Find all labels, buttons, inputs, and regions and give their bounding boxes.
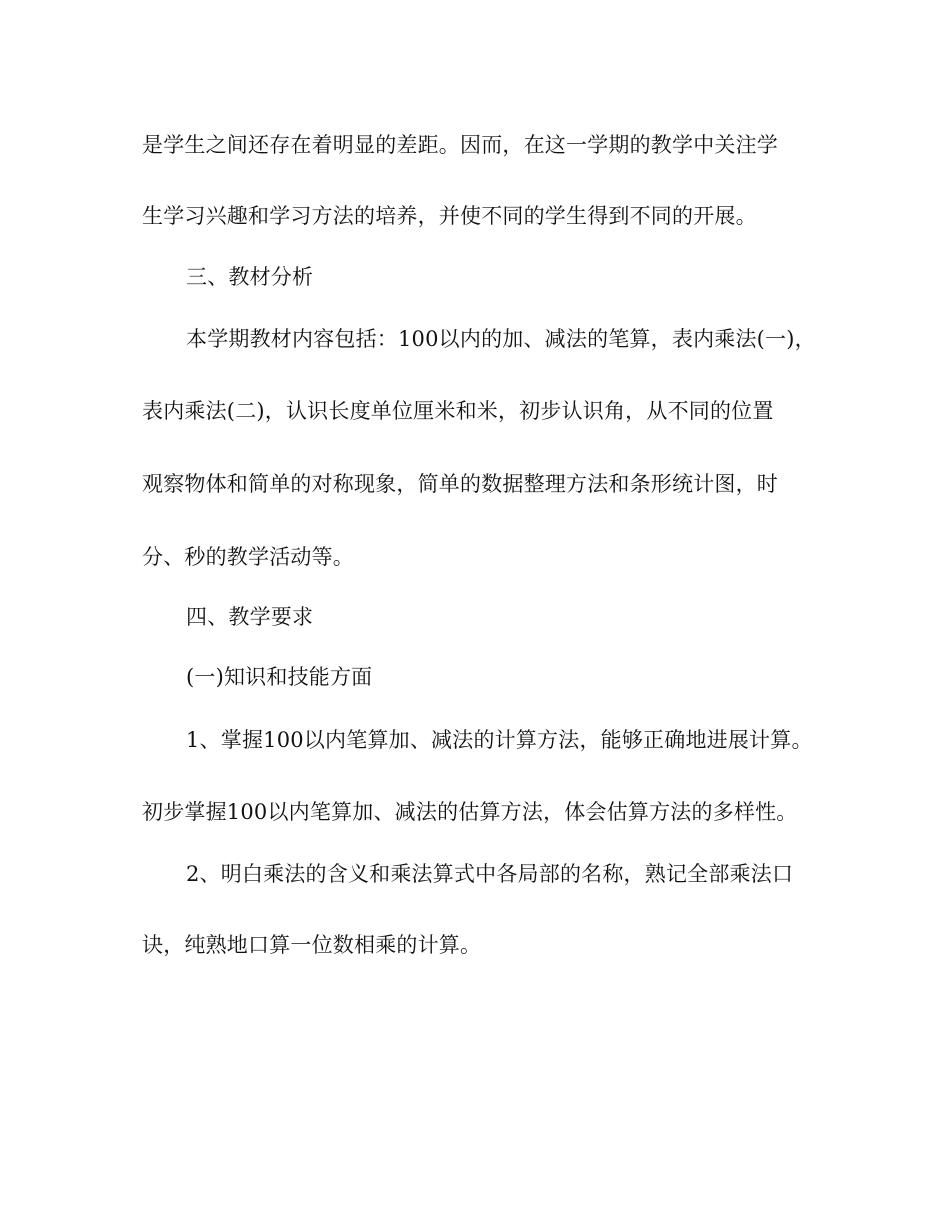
paragraph-line-5: 观察物体和简单的对称现象，简单的数据整理方法和条形统计图，时 (142, 472, 778, 496)
paragraph-line-3: 本学期教材内容包括：100以内的加、减法的笔算，表内乘法(一)， (186, 327, 816, 351)
section-heading-teaching-requirements: 四、教学要求 (186, 605, 314, 629)
list-item-2-line-1: 2、明白乘法的含义和乘法算式中各局部的名称，熟记全部乘法口 (186, 862, 794, 886)
paragraph-line-4: 表内乘法(二)，认识长度单位厘米和米，初步认识角，从不同的位置 (142, 399, 774, 423)
paragraph-line-1: 是学生之间还存在着明显的差距。因而，在这一学期的教学中关注学 (142, 133, 778, 157)
list-item-1-line-1: 1、掌握100以内笔算加、减法的计算方法，能够正确地进展计算。 (186, 728, 813, 752)
subsection-heading-knowledge-skills: (一)知识和技能方面 (186, 665, 373, 689)
paragraph-line-2: 生学习兴趣和学习方法的培养，并使不同的学生得到不同的开展。 (142, 204, 757, 228)
section-heading-textbook-analysis: 三、教材分析 (186, 265, 314, 289)
list-item-1-line-2: 初步掌握100以内笔算加、减法的估算方法，体会估算方法的多样性。 (142, 800, 798, 824)
paragraph-line-6: 分、秒的教学活动等。 (142, 545, 354, 569)
list-item-2-line-2: 诀，纯熟地口算一位数相乘的计算。 (142, 933, 482, 957)
